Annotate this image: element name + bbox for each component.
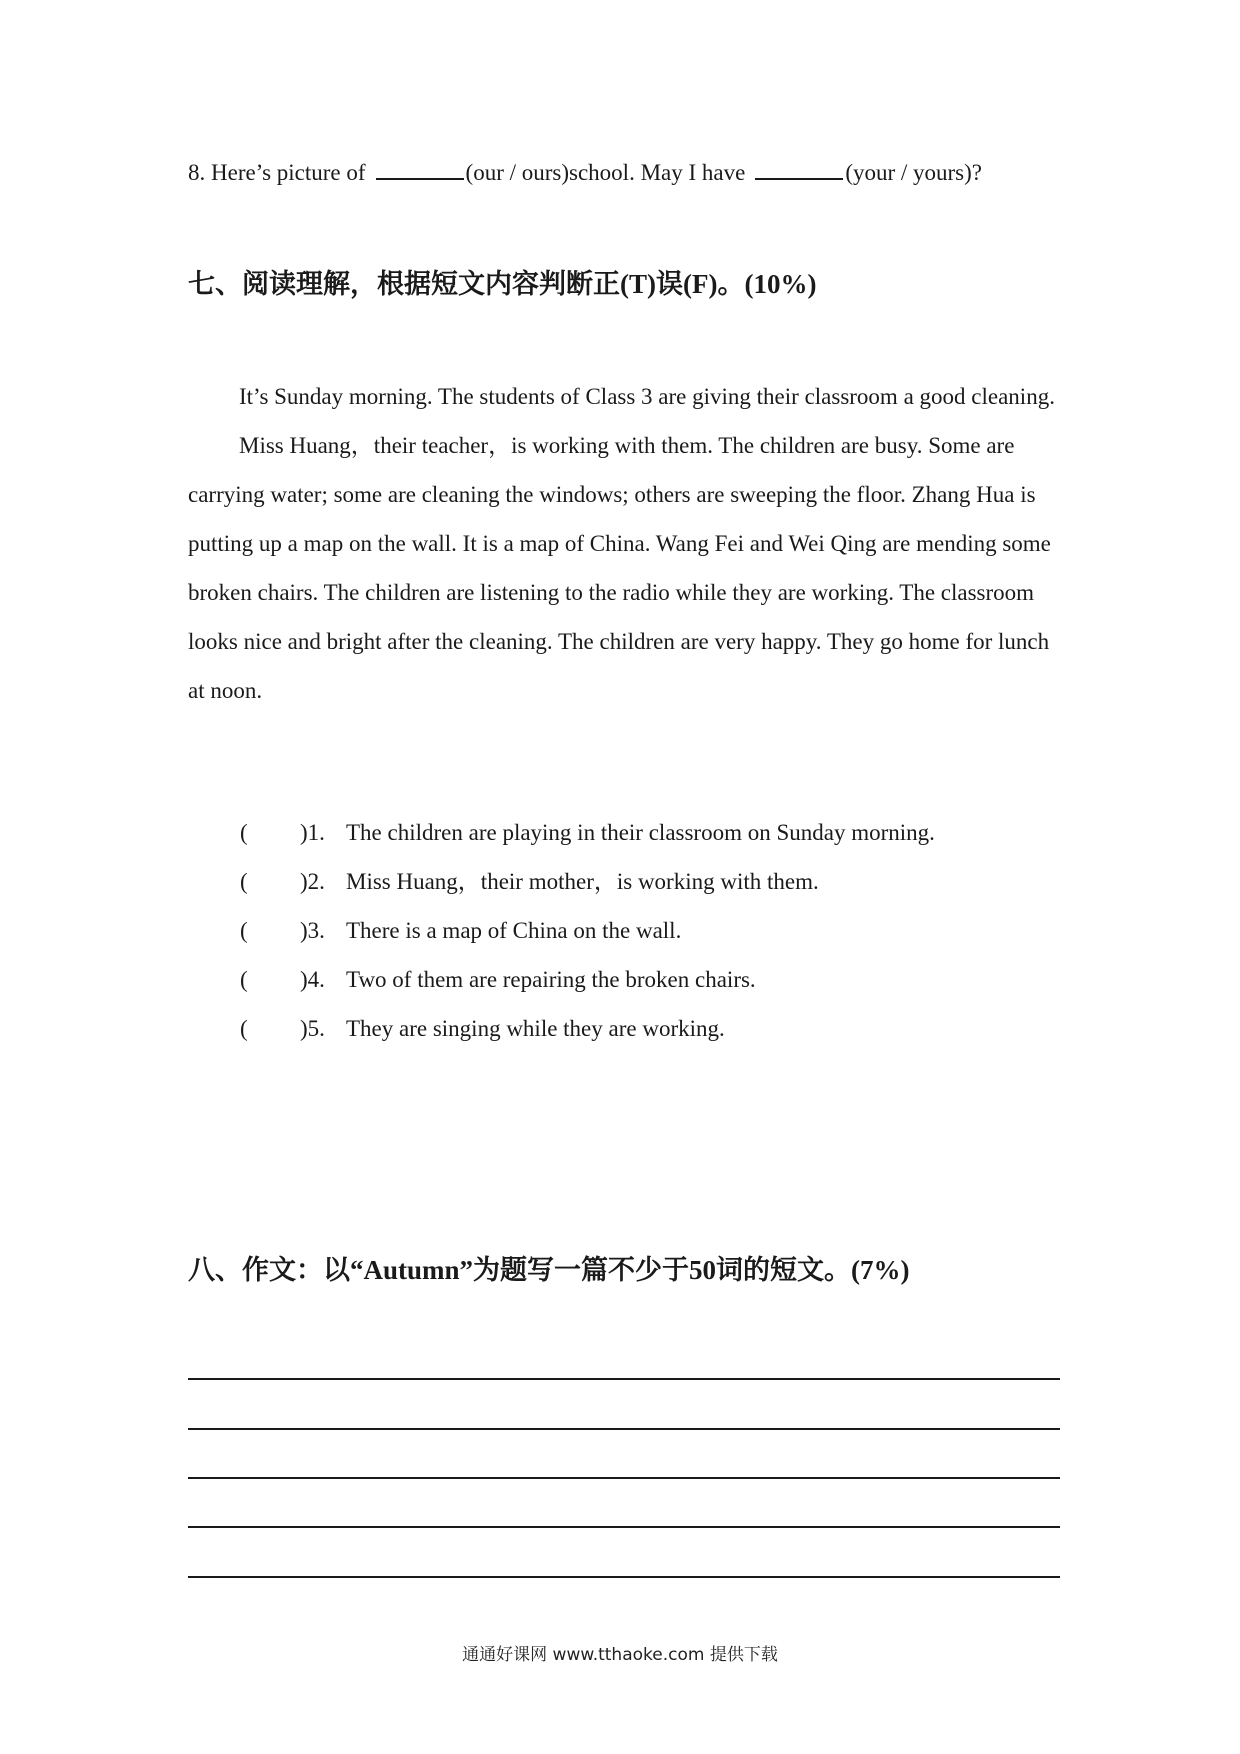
section-8-title: 八、作文：以“Autumn”为题写一篇不少于50词的短文。(7%) [188, 1255, 910, 1285]
question-8 [188, 160, 982, 186]
passage-paragraph-2: Miss Huang，their teacher，is working with them. The children are busy. Some are carrying water; some are cleaning the windows; others are sweeping the floor. Zhang Hua is putting up a map on the wall. It is a map of China. Wang Fei and Wei Qing are mending some broken chairs. The children are listening to the radio while they are working. The classroom looks nice and bright after the cleaning. The children are very happy. They go home for lunch at noon. [188, 433, 1051, 703]
question-text: Miss Huang，their mother，is working with them. [346, 869, 819, 894]
question-item [240, 906, 935, 955]
answer-paren[interactable]: ( [240, 1016, 248, 1041]
question-text: They are singing while they are working. [346, 1016, 725, 1041]
question-8-text-3: (your / yours)? [845, 160, 982, 185]
true-false-questions [240, 808, 935, 1053]
question-number: )3. [300, 918, 325, 943]
writing-line[interactable] [188, 1378, 1060, 1380]
answer-paren[interactable]: ( [240, 967, 248, 992]
page-footer: 通通好课网 www.tthaoke.com 提供下载 [462, 1645, 778, 1665]
answer-paren[interactable]: ( [240, 820, 248, 845]
writing-line[interactable] [188, 1576, 1060, 1578]
writing-line[interactable] [188, 1477, 1060, 1479]
answer-blank-2[interactable] [755, 160, 843, 180]
question-number: )4. [300, 967, 325, 992]
writing-line[interactable] [188, 1428, 1060, 1430]
question-8-text-2: (our / ours)school. May I have [465, 160, 746, 185]
question-text: There is a map of China on the wall. [346, 918, 682, 943]
reading-passage [188, 372, 1068, 715]
answer-paren[interactable]: ( [240, 869, 248, 894]
question-item [240, 1004, 935, 1053]
answer-paren[interactable]: ( [240, 918, 248, 943]
question-number: )1. [300, 820, 325, 845]
question-item [240, 857, 935, 906]
section-7-title: 七、阅读理解，根据短文内容判断正(T)误(F)。(10%) [188, 269, 817, 299]
writing-line[interactable] [188, 1526, 1060, 1528]
question-item [240, 955, 935, 1004]
answer-blank-1[interactable] [376, 160, 464, 180]
passage-paragraph-1: It’s Sunday morning. The students of Class 3 are giving their classroom a good cleaning. [239, 384, 1055, 409]
question-8-text-1: 8. Here’s picture of [188, 160, 366, 185]
question-number: )2. [300, 869, 325, 894]
question-text: Two of them are repairing the broken chairs. [346, 967, 756, 992]
question-text: The children are playing in their classroom on Sunday morning. [346, 820, 935, 845]
question-number: )5. [300, 1016, 325, 1041]
question-item [240, 808, 935, 857]
